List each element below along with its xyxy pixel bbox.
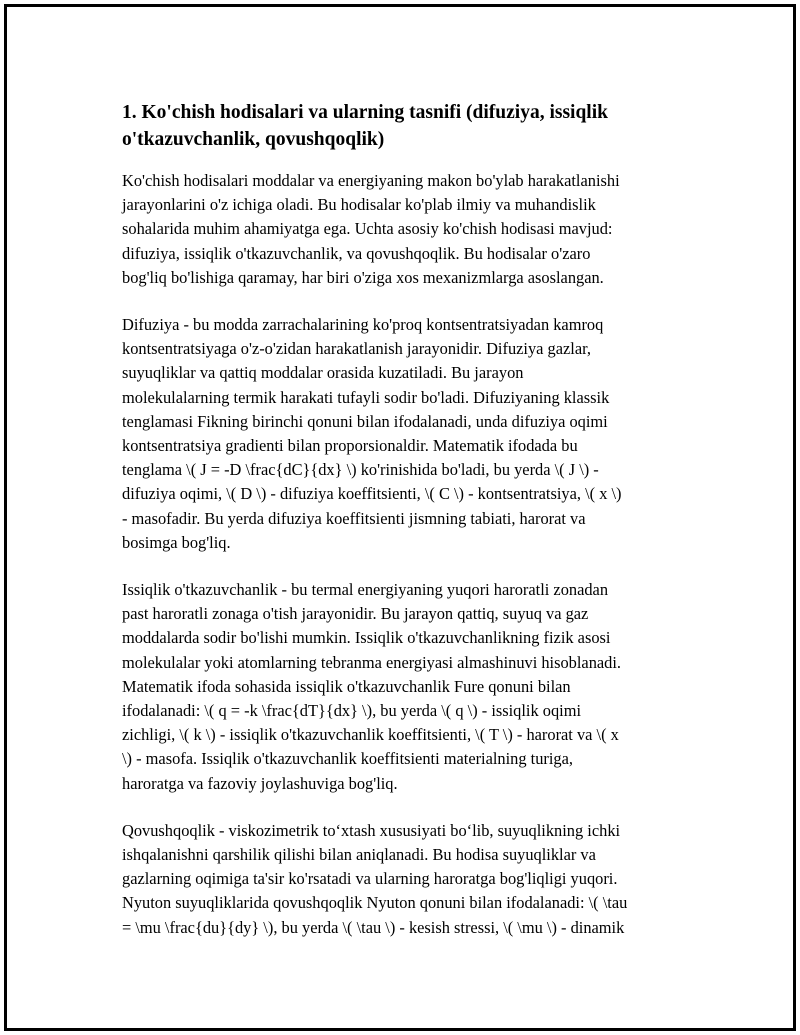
text-line: Issiqlik o'tkazuvchanlik - bu termal energiyaning yuqori haroratli zonadan [122,580,609,600]
text-line: = \mu \frac{du}{dy} \), bu yerda \( \tau \) - kesish stressi, \( \mu \) - dinamik [122,917,625,937]
text-line: suyuqliklar va qattiq moddalar orasida kuzatiladi. Bu jarayon [122,363,524,383]
document-content [122,99,694,963]
text-line: difuziya, issiqlik o'tkazuvchanlik, va qovushqoqlik. Bu hodisalar o'zaro [122,243,591,263]
text-line: molekulalar yoki atomlarning tebranma energiyasi almashinuvi hisoblanadi. [122,652,622,672]
paragraph-heat-conduction [122,578,694,796]
text-line: past haroratli zonaga o'tish jarayonidir. Bu jarayon qattiq, suyuq va gaz [122,604,589,624]
text-line: bog'liq bo'lishiga qaramay, har biri o'ziga xos mexanizmlarga asoslangan. [122,267,604,287]
text-line: haroratga va fazoviy joylashuviga bog'liq. [122,773,398,793]
text-line: Matematik ifoda sohasida issiqlik o'tkazuvchanlik Fure qonuni bilan [122,676,571,696]
text-line: kontsentratsiya gradienti bilan proporsionaldir. Matematik ifodada bu [122,436,578,456]
text-line: bosimga bog'liq. [122,532,231,552]
paragraph-diffusion [122,313,694,555]
paragraph-intro [122,169,694,290]
text-line: \) - masofa. Issiqlik o'tkazuvchanlik koeffitsienti materialning turiga, [122,749,573,769]
section-heading [122,99,694,153]
text-line: Difuziya - bu modda zarrachalarining ko'proq kontsentratsiyadan kamroq [122,315,604,335]
text-line: jarayonlarini o'z ichiga oladi. Bu hodisalar ko'plab ilmiy va muhandislik [122,195,596,215]
text-line: zichligi, \( k \) - issiqlik o'tkazuvchanlik koeffitsienti, \( T \) - harorat va \( x [122,725,619,745]
text-line: ishqalanishni qarshilik qilishi bilan aniqlanadi. Bu hodisa suyuqliklar va [122,845,596,865]
text-line: tenglama \( J = -D \frac{dC}{dx} \) ko'rinishida bo'ladi, bu yerda \( J \) - [122,460,599,480]
text-line: - masofadir. Bu yerda difuziya koeffitsienti jismning tabiati, harorat va [122,508,586,528]
page-frame [4,4,796,1031]
text-line: Qovushqoqlik - viskozimetrik to‘xtash xususiyati bo‘lib, suyuqlikning ichki [122,820,621,840]
heading-line: o'tkazuvchanlik, qovushqoqlik) [122,129,385,150]
text-line: sohalarida muhim ahamiyatga ega. Uchta asosiy ko'chish hodisasi mavjud: [122,219,613,239]
text-line: tenglamasi Fikning birinchi qonuni bilan ifodalanadi, unda difuziya oqimi [122,411,608,431]
text-line: moddalarda sodir bo'lishi mumkin. Issiqlik o'tkazuvchanlikning fizik asosi [122,628,611,648]
text-line: kontsentratsiyaga o'z-o'zidan harakatlanish jarayonidir. Difuziya gazlar, [122,339,592,359]
text-line: difuziya oqimi, \( D \) - difuziya koeffitsienti, \( C \) - kontsentratsiya, \( x \) [122,484,622,504]
text-line: ifodalanadi: \( q = -k \frac{dT}{dx} \), bu yerda \( q \) - issiqlik oqimi [122,701,582,721]
text-line: gazlarning oqimiga ta'sir ko'rsatadi va ularning haroratga bog'liqligi yuqori. [122,869,618,889]
text-line: Ko'chish hodisalari moddalar va energiyaning makon bo'ylab harakatlanishi [122,171,620,190]
text-line: molekulalarning termik harakati tufayli sodir bo'ladi. Difuziyaning klassik [122,387,610,407]
heading-line: 1. Ko'chish hodisalari va ularning tasnifi (difuziya, issiqlik [122,102,608,123]
paragraph-viscosity [122,819,694,940]
text-line: Nyuton suyuqliklarida qovushqoqlik Nyuton qonuni bilan ifodalanadi: \( \tau [122,893,628,913]
